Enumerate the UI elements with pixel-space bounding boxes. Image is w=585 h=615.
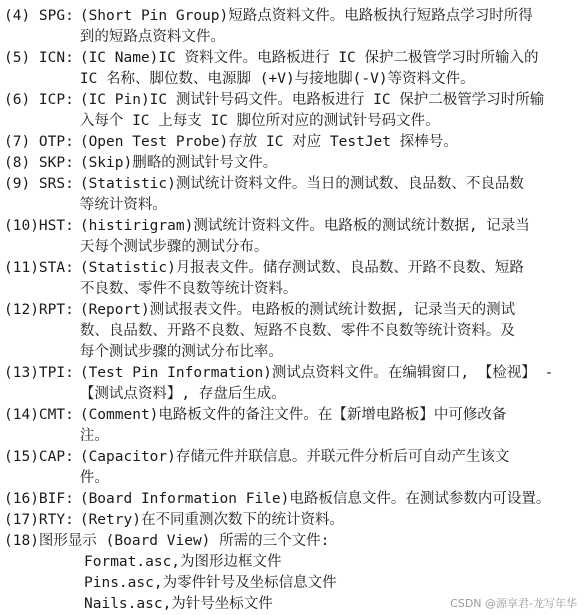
entry-number: (17)RTY: (4, 512, 74, 528)
file-item-format: Format.asc,为图形边框文件 (84, 554, 282, 570)
entry-description (74, 174, 582, 216)
entry-number: (13)TPI: (4, 365, 74, 381)
entry-line: 不良数、零件不良数等统计资料。 (79, 281, 298, 297)
document-body (4, 6, 582, 615)
entry-cmt (4, 405, 582, 447)
csdn-watermark: CSDN @源享君-龙写年华 (450, 597, 577, 610)
entry-line: (histirigram)测试统计资料文件。电路板的测试统计数据, 记录当 (79, 218, 530, 234)
entry-hst (4, 216, 582, 258)
entry-line: 图形显示 (Board View) 所需的三个文件: (38, 533, 330, 549)
entry-description (74, 6, 582, 48)
entry-line: 【测试点资料】, 存盘后生成。 (79, 386, 286, 402)
entry-line: 等统计资料。 (79, 197, 167, 213)
entry-number: (9) SRS: (4, 176, 74, 192)
entry-bif (4, 489, 582, 510)
entry-rty (4, 510, 582, 531)
entry-otp (4, 132, 582, 153)
entry-number: (10)HST: (4, 218, 74, 234)
entry-description (74, 153, 582, 174)
entry-tpi (4, 363, 582, 405)
entry-line: (Statistic)月报表文件。储存测试数、良品数、开路不良数、短路 (79, 260, 524, 276)
entry-description (74, 300, 582, 363)
entry-line: (Open Test Probe)存放 IC 对应 TestJet 探棒号。 (79, 134, 458, 150)
entry-number: (18) (4, 533, 39, 549)
entry-line: 注。 (79, 428, 109, 444)
entry-description (74, 510, 582, 531)
entry-line: (Short Pin Group)短路点资料文件。电路板执行短路点学习时所得 (79, 8, 533, 24)
entry-spg (4, 6, 582, 48)
entry-number: (12)RPT: (4, 302, 74, 318)
entry-skp (4, 153, 582, 174)
entry-line: (Statistic)测试统计资料文件。当日的测试数、良品数、不良品数 (79, 176, 524, 192)
entry-line: (Comment)电路板文件的备注文件。在【新增电路板】中可修改备 (79, 407, 507, 423)
entry-description (39, 531, 582, 552)
entry-description (74, 48, 582, 90)
entry-board-view (4, 531, 582, 552)
entry-line: IC 名称、脚位数、电源脚 (+V)与接地脚(-V)等资料文件。 (79, 71, 475, 87)
entry-srs (4, 174, 582, 216)
entry-line: 入每个 IC 上每支 IC 脚位所对应的测试针号码文件。 (79, 113, 440, 129)
entry-description (74, 258, 582, 300)
entry-description (74, 489, 582, 510)
entry-line: (Test Pin Information)测试点资料文件。在编辑窗口, 【检视】 - (79, 365, 554, 381)
entry-line: (Retry)在不同重测次数下的统计资料。 (79, 512, 344, 528)
entry-line: 每个测试步骤的测试分布比率。 (79, 344, 283, 360)
entry-description (74, 90, 582, 132)
entry-line: (IC Pin)IC 测试针号码文件。电路板进行 IC 保护二极管学习时所输 (79, 92, 545, 108)
entry-line: 数、良品数、开路不良数、短路不良数、零件不良数等统计资料。及 (79, 323, 515, 339)
file-item-pins: Pins.asc,为零件针号及坐标信息文件 (84, 575, 337, 591)
entry-number: (4) SPG: (4, 8, 74, 24)
file-item-nails: Nails.asc,为针号坐标文件 (84, 596, 273, 612)
entry-description (74, 447, 582, 489)
entry-description (74, 405, 582, 447)
entry-sta (4, 258, 582, 300)
entry-line: (Capacitor)存储元件并联信息。并联元件分析后可自动产生该文 (79, 449, 510, 465)
entry-number: (8) SKP: (4, 155, 74, 171)
entry-icp (4, 90, 582, 132)
entry-icn (4, 48, 582, 90)
entry-number: (6) ICP: (4, 92, 74, 108)
entry-number: (11)STA: (4, 260, 74, 276)
entry-line: 到的短路点资料文件。 (79, 29, 225, 45)
entry-line: (Skip)删略的测试针号文件。 (79, 155, 278, 171)
entry-line: (IC Name)IC 资料文件。电路板进行 IC 保护二极管学习时所输入的 (79, 50, 539, 66)
entry-line: (Board Information File)电路板信息文件。在测试参数内可设置。 (79, 491, 551, 507)
entry-description (74, 132, 582, 153)
entry-line: (Report)测试报表文件。电路板的测试统计数据, 记录当天的测试 (79, 302, 516, 318)
entry-cap (4, 447, 582, 489)
entry-description (74, 363, 582, 405)
entry-line: 天每个测试步骤的测试分布。 (79, 239, 269, 255)
entry-rpt (4, 300, 582, 363)
entry-number: (5) ICN: (4, 50, 74, 66)
entry-number: (14)CMT: (4, 407, 74, 423)
entry-number: (16)BIF: (4, 491, 74, 507)
entry-number: (15)CAP: (4, 449, 74, 465)
entry-description (74, 216, 582, 258)
entry-line: 件。 (79, 470, 109, 486)
entry-number: (7) OTP: (4, 134, 74, 150)
